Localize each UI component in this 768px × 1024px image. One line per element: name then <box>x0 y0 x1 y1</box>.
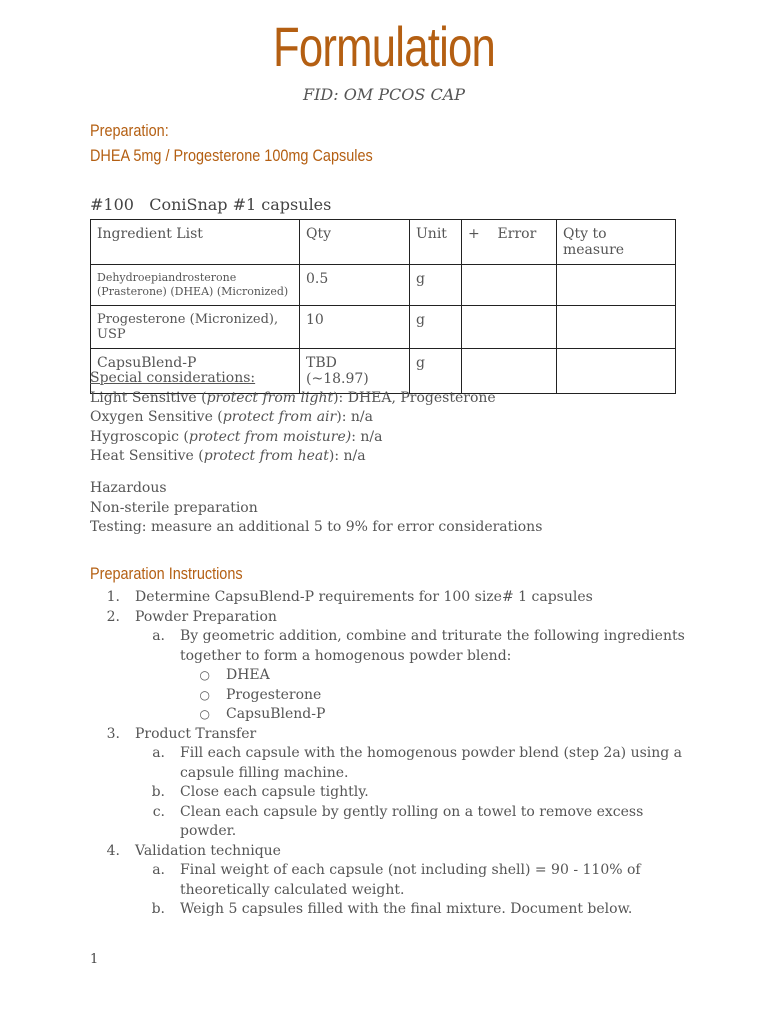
instruction-item <box>90 900 690 920</box>
list-marker: 4. <box>106 842 120 859</box>
instruction-text: Weigh 5 capsules filled with the final mixture. Document below. <box>180 901 633 917</box>
sensitivity-line: Light Sensitive (protect from light): DHEA, Progesterone <box>90 389 496 406</box>
instruction-item <box>90 803 690 842</box>
notes-block <box>90 479 542 538</box>
header-unit: Unit <box>410 220 462 265</box>
instruction-item <box>90 842 690 862</box>
measure-cell <box>557 306 676 349</box>
list-marker: c. <box>152 803 165 820</box>
table-header-row <box>91 220 676 265</box>
header-qty: Qty <box>300 220 410 265</box>
instruction-item <box>90 861 690 900</box>
page-number: 1 <box>90 952 99 967</box>
note-testing: Testing: measure an additional 5 to 9% for error considerations <box>90 519 543 535</box>
instructions-list <box>90 588 690 920</box>
instruction-text: Powder Preparation <box>135 608 277 625</box>
instruction-item <box>90 627 690 666</box>
error-cell <box>462 306 557 349</box>
preparation-heading <box>90 118 423 168</box>
instruction-item <box>90 666 690 686</box>
preparation-product: DHEA 5mg / Progesterone 100mg Capsules <box>90 146 373 165</box>
list-marker: ○ <box>199 707 210 721</box>
instruction-text: Product Transfer <box>135 725 257 742</box>
instruction-text: Close each capsule tightly. <box>180 784 369 800</box>
instruction-item <box>90 783 690 803</box>
list-marker: ○ <box>199 687 210 702</box>
unit-cell: g <box>410 265 462 306</box>
error-cell <box>462 265 557 306</box>
qty-cell: 10 <box>300 306 410 349</box>
ingredient-cell: Progesterone (Micronized), USP <box>91 306 300 349</box>
instruction-item <box>90 744 690 783</box>
instruction-item <box>90 588 690 608</box>
list-marker: 1. <box>106 589 120 605</box>
instruction-text: Validation technique <box>135 842 281 859</box>
ingredient-cell: CapsuBlend-P <box>91 349 300 394</box>
special-considerations-heading: Special considerations: <box>90 370 256 386</box>
instruction-text: Fill each capsule with the homogenous powder blend (step 2a) using a capsule filling machine. <box>180 745 683 781</box>
instruction-text: Progesterone <box>226 686 322 703</box>
note-hazardous: Hazardous <box>90 480 167 496</box>
list-marker: 2. <box>106 608 120 625</box>
list-marker: b. <box>151 901 165 917</box>
list-marker: 3. <box>106 725 120 742</box>
measure-cell <box>557 349 676 394</box>
instruction-text: Final weight of each capsule (not including shell) = 90 - 110% of theoretically calculated weight. <box>180 862 641 898</box>
batch-line: #100 ConiSnap #1 capsules <box>90 195 332 214</box>
ingredient-cell: Dehydroepiandrosterone (Prasterone) (DHEA) (Micronized) <box>91 265 300 306</box>
list-marker: a. <box>152 745 165 761</box>
document-title: Formulation <box>272 15 496 78</box>
list-marker: b. <box>151 784 165 800</box>
formulation-id: FID: OM PCOS CAP <box>302 85 466 104</box>
table-row <box>91 306 676 349</box>
instruction-text: CapsuBlend-P <box>226 706 326 722</box>
qty-cell: 0.5 <box>300 265 410 306</box>
instruction-text: Clean each capsule by gently rolling on a towel to remove excess powder. <box>180 803 644 839</box>
unit-cell: g <box>410 306 462 349</box>
instruction-item <box>90 608 690 628</box>
instruction-item <box>90 725 690 745</box>
ingredient-table <box>90 219 676 394</box>
unit-cell: g <box>410 349 462 394</box>
list-marker: ○ <box>199 668 210 682</box>
table-row <box>91 265 676 306</box>
sensitivity-line: Hygroscopic (protect from moisture): n/a <box>90 428 383 445</box>
instruction-text: DHEA <box>226 667 270 683</box>
list-marker: a. <box>152 628 165 644</box>
list-marker: a. <box>152 862 165 878</box>
header-error: + Error <box>462 220 557 265</box>
special-considerations <box>90 369 496 467</box>
header-qty-to-measure: Qty to measure <box>557 220 676 265</box>
measure-cell <box>557 265 676 306</box>
instruction-item <box>90 686 690 706</box>
sensitivity-line: Oxygen Sensitive (protect from air): n/a <box>90 409 373 425</box>
preparation-label: Preparation: <box>90 121 169 140</box>
instruction-text: By geometric addition, combine and triturate the following ingredients together to form a homogenous powder blend: <box>180 628 685 664</box>
note-non-sterile: Non-sterile preparation <box>90 499 258 516</box>
instructions-heading: Preparation Instructions <box>90 564 243 583</box>
sensitivity-line: Heat Sensitive (protect from heat): n/a <box>90 448 366 464</box>
qty-cell: TBD (~18.97) <box>300 349 410 394</box>
instruction-item <box>90 705 690 725</box>
instruction-text: Determine CapsuBlend-P requirements for 100 size# 1 capsules <box>135 589 593 605</box>
header-ingredient: Ingredient List <box>91 220 300 265</box>
